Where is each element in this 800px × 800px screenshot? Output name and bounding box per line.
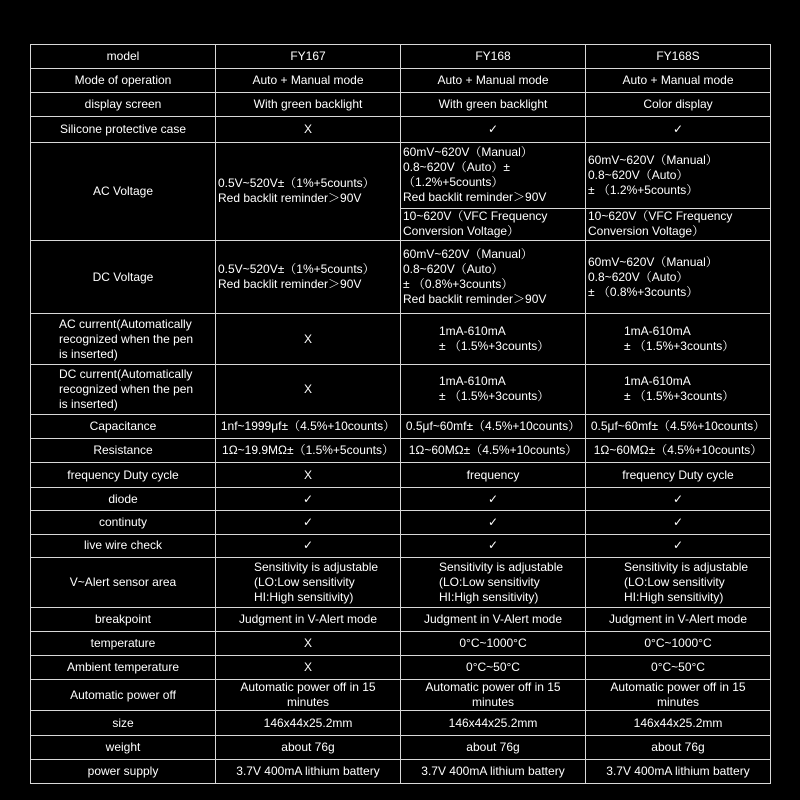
table-row-resistance [31, 439, 771, 463]
table-row-size [31, 711, 771, 735]
cell-fy168: Automatic power off in 15 minutes [401, 680, 586, 711]
table-row-ac-voltage [31, 142, 771, 208]
row-label: DC Voltage [31, 241, 216, 314]
row-label: weight [31, 735, 216, 759]
cell-fy168: 0°C~50°C [401, 656, 586, 680]
cell-fy168s: 0°C~1000°C [586, 632, 771, 656]
check-mark-icon: ✓ [401, 511, 586, 534]
check-mark-icon: ✓ [586, 488, 771, 511]
cell-fy167: X [216, 656, 401, 680]
row-label: AC current(Automatically recognized when the pen is inserted) [31, 314, 216, 364]
cell-fy167: 3.7V 400mA lithium battery [216, 759, 401, 783]
cell-fy168s: 60mV~620V（Manual） 0.8~620V（Auto） ± （1.2%+5counts） [586, 142, 771, 208]
cell-fy168s: 3.7V 400mA lithium battery [586, 759, 771, 783]
row-label: V~Alert sensor area [31, 557, 216, 607]
cell-fy168: 1Ω~60MΩ±（4.5%+10counts） [401, 439, 586, 463]
row-label: continuty [31, 511, 216, 534]
check-mark-icon: ✓ [401, 534, 586, 557]
cell-fy167: 0.5V~520V±（1%+5counts） Red backlit reminder＞90V [216, 241, 401, 314]
check-mark-icon: ✓ [401, 488, 586, 511]
cell-fy168s: 60mV~620V（Manual） 0.8~620V（Auto） ± （0.8%+3counts） [586, 241, 771, 314]
table-row-display [31, 93, 771, 117]
cell-fy168: 3.7V 400mA lithium battery [401, 759, 586, 783]
table-row-v-alert [31, 557, 771, 607]
cell-fy168s: frequency Duty cycle [586, 463, 771, 488]
row-label: DC current(Automatically recognized when the pen is inserted) [31, 364, 216, 414]
check-mark-icon: ✓ [216, 534, 401, 557]
cell-fy167: Sensitivity is adjustable (LO:Low sensitivity HI:High sensitivity) [216, 557, 401, 607]
cell-fy167: X [216, 463, 401, 488]
cell-fy168s: 1Ω~60MΩ±（4.5%+10counts） [586, 439, 771, 463]
table-row-temperature [31, 632, 771, 656]
row-label: Ambient temperature [31, 656, 216, 680]
table-row-ambient-temperature [31, 656, 771, 680]
row-label: live wire check [31, 534, 216, 557]
cell-fy168s: Auto + Manual mode [586, 69, 771, 93]
cell-fy167: Auto + Manual mode [216, 69, 401, 93]
row-label: power supply [31, 759, 216, 783]
spec-comparison-table [30, 44, 771, 784]
table-row-dc-voltage [31, 241, 771, 314]
row-label: frequency Duty cycle [31, 463, 216, 488]
row-label: Silicone protective case [31, 117, 216, 142]
check-mark-icon: ✓ [216, 511, 401, 534]
cell-fy168: Auto + Manual mode [401, 69, 586, 93]
cell-fy168: 146x44x25.2mm [401, 711, 586, 735]
cell-fy168s: Sensitivity is adjustable (LO:Low sensitivity HI:High sensitivity) [586, 557, 771, 607]
check-mark-icon: ✓ [586, 117, 771, 142]
cell-fy168-vfc: 10~620V（VFC Frequency Conversion Voltage） [401, 208, 586, 240]
table-row-capacitance [31, 414, 771, 438]
cell-fy167: 1nf~1999μf±（4.5%+10counts） [216, 414, 401, 438]
cell-fy168s: 146x44x25.2mm [586, 711, 771, 735]
cell-fy167: X [216, 117, 401, 142]
cell-fy168s: 0.5μf~60mf±（4.5%+10counts） [586, 414, 771, 438]
cell-fy168s: 1mA-610mA ± （1.5%+3counts） [586, 364, 771, 414]
table-row-auto-power-off [31, 680, 771, 711]
cell-fy168: Judgment in V-Alert mode [401, 607, 586, 631]
header-fy167: FY167 [216, 45, 401, 69]
cell-fy168s: Judgment in V-Alert mode [586, 607, 771, 631]
cell-fy168: frequency [401, 463, 586, 488]
table-row-ac-current [31, 314, 771, 364]
header-label-cell: model [31, 45, 216, 69]
row-label: temperature [31, 632, 216, 656]
check-mark-icon: ✓ [216, 488, 401, 511]
table-row-continuity [31, 511, 771, 534]
table-row-diode [31, 488, 771, 511]
header-fy168: FY168 [401, 45, 586, 69]
cell-fy168s: 0°C~50°C [586, 656, 771, 680]
row-label: Capacitance [31, 414, 216, 438]
table-row-live-wire [31, 534, 771, 557]
table-row-power-supply [31, 759, 771, 783]
row-label: breakpoint [31, 607, 216, 631]
table-row-weight [31, 735, 771, 759]
row-label: size [31, 711, 216, 735]
table-row-mode [31, 69, 771, 93]
cell-fy168s: about 76g [586, 735, 771, 759]
cell-fy167: about 76g [216, 735, 401, 759]
row-label: display screen [31, 93, 216, 117]
cell-fy167: X [216, 314, 401, 364]
cell-fy168: 60mV~620V（Manual） 0.8~620V（Auto） ± （0.8%+3counts） Red backlit reminder＞90V [401, 241, 586, 314]
cell-fy168: 1mA-610mA ± （1.5%+3counts） [401, 364, 586, 414]
cell-fy167: X [216, 632, 401, 656]
cell-fy168s-vfc: 10~620V（VFC Frequency Conversion Voltage） [586, 208, 771, 240]
cell-fy167: 1Ω~19.9MΩ±（1.5%+5counts） [216, 439, 401, 463]
row-label: Automatic power off [31, 680, 216, 711]
cell-fy168: about 76g [401, 735, 586, 759]
cell-fy168s: 1mA-610mA ± （1.5%+3counts） [586, 314, 771, 364]
row-label: AC Voltage [31, 142, 216, 241]
cell-fy168: With green backlight [401, 93, 586, 117]
table-row-model [31, 45, 771, 69]
cell-fy167: 0.5V~520V±（1%+5counts） Red backlit reminder＞90V [216, 142, 401, 241]
cell-fy168: 0.5μf~60mf±（4.5%+10counts） [401, 414, 586, 438]
check-mark-icon: ✓ [401, 117, 586, 142]
cell-fy167: Judgment in V-Alert mode [216, 607, 401, 631]
row-label: diode [31, 488, 216, 511]
cell-fy167: Automatic power off in 15 minutes [216, 680, 401, 711]
table-row-frequency [31, 463, 771, 488]
cell-fy167: X [216, 364, 401, 414]
table-row-dc-current [31, 364, 771, 414]
header-fy168s: FY168S [586, 45, 771, 69]
cell-fy167: With green backlight [216, 93, 401, 117]
cell-fy168: 0°C~1000°C [401, 632, 586, 656]
check-mark-icon: ✓ [586, 511, 771, 534]
cell-fy168s: Color display [586, 93, 771, 117]
cell-fy167: 146x44x25.2mm [216, 711, 401, 735]
cell-fy168: Sensitivity is adjustable (LO:Low sensitivity HI:High sensitivity) [401, 557, 586, 607]
cell-fy168: 1mA-610mA ± （1.5%+3counts） [401, 314, 586, 364]
cell-fy168: 60mV~620V（Manual） 0.8~620V（Auto）± （1.2%+5counts） Red backlit reminder＞90V [401, 142, 586, 208]
check-mark-icon: ✓ [586, 534, 771, 557]
row-label: Mode of operation [31, 69, 216, 93]
table-row-breakpoint [31, 607, 771, 631]
row-label: Resistance [31, 439, 216, 463]
cell-fy168s: Automatic power off in 15 minutes [586, 680, 771, 711]
table-row-case [31, 117, 771, 142]
